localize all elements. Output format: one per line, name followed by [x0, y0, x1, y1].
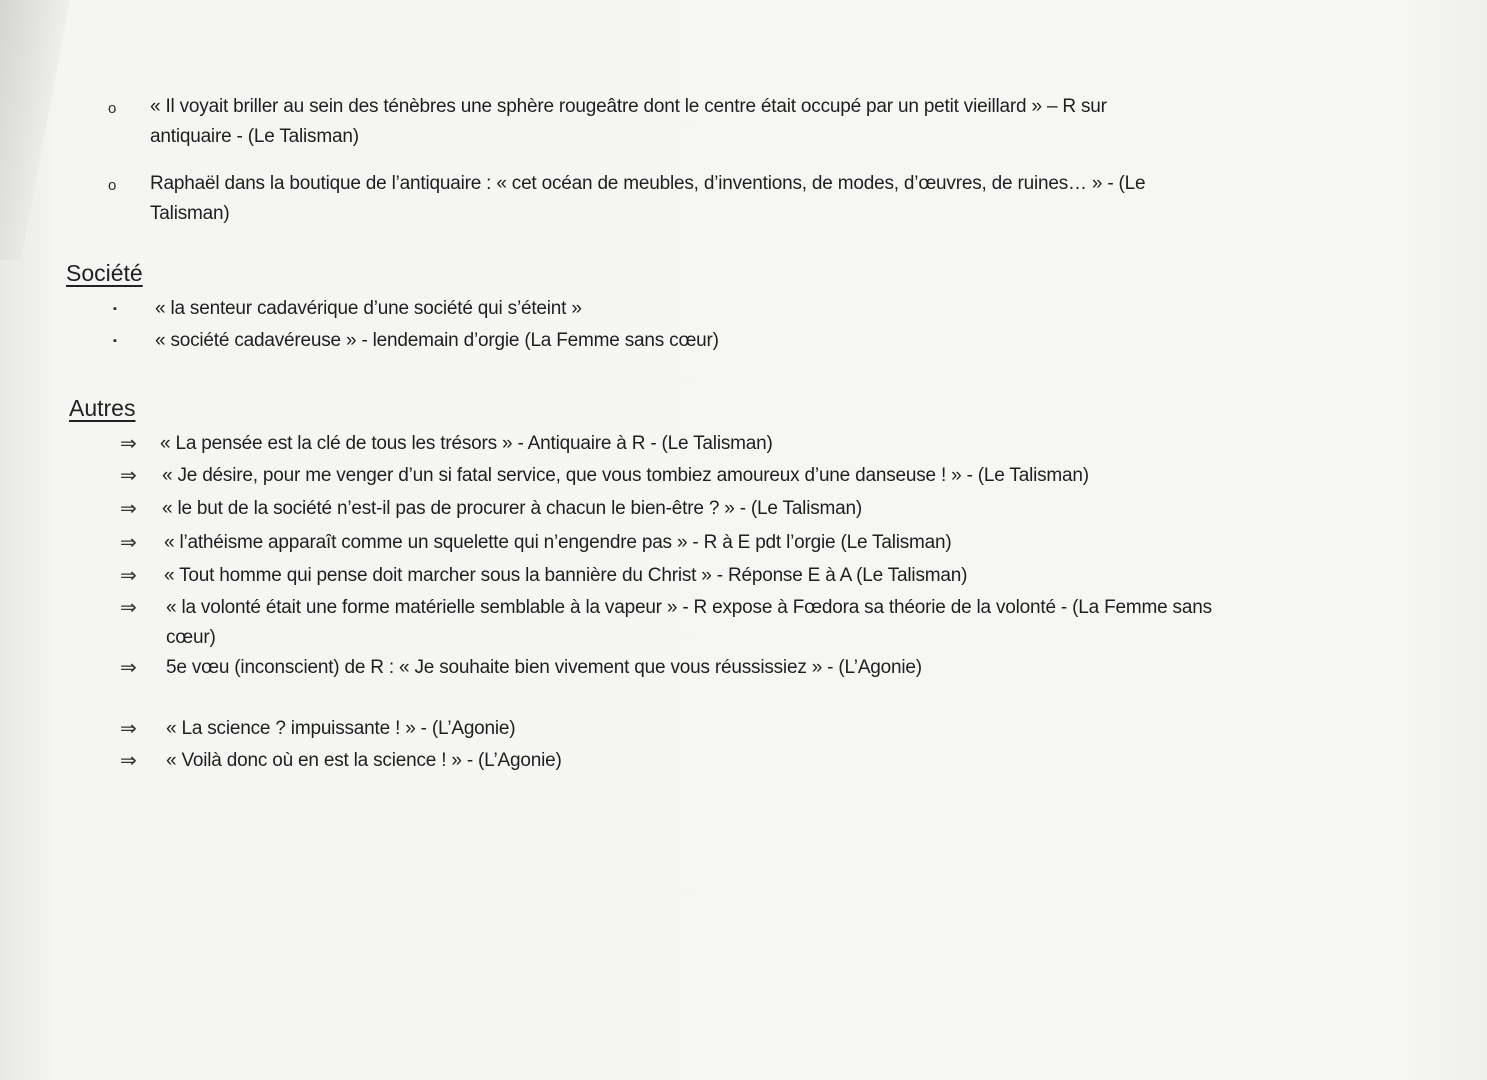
list-item [150, 92, 1107, 152]
list-item [166, 746, 562, 776]
section-heading-societe: Société [66, 260, 143, 286]
double-arrow-icon: ⇒ [120, 433, 137, 455]
quote-line-continued: cœur) [166, 627, 216, 648]
double-arrow-icon: ⇒ [120, 532, 137, 554]
double-arrow-icon: ⇒ [120, 750, 137, 772]
double-arrow-icon: ⇒ [120, 657, 137, 679]
list-item [162, 461, 1089, 491]
quote-line: « Tout homme qui pense doit marcher sous la bannière du Christ » - Réponse E à A (Le Talisman) [164, 565, 968, 586]
quote-line: « société cadavéreuse » - lendemain d’orgie (La Femme sans cœur) [155, 330, 719, 351]
list-item [155, 326, 719, 356]
quote-line: « la volonté était une forme matérielle semblable à la vapeur » - R expose à Fœdora sa théorie de la volonté - (La Femme sans [166, 597, 1212, 618]
quote-line: « l’athéisme apparaît comme un squelette qui n’engendre pas » - R à E pdt l’orgie (Le Talisman) [164, 532, 952, 553]
list-item [155, 294, 582, 324]
quote-line: « la senteur cadavérique d’une société qui s’éteint » [155, 298, 582, 319]
list-item [164, 561, 967, 591]
page-fold-shadow [0, 0, 70, 260]
quote-line: « Voilà donc où en est la science ! » - (L’Agonie) [166, 750, 562, 771]
quote-line: « La science ? impuissante ! » - (L’Agonie) [166, 718, 516, 739]
circle-bullet-icon: o [108, 100, 117, 117]
double-arrow-icon: ⇒ [120, 565, 137, 587]
double-arrow-icon: ⇒ [120, 465, 137, 487]
list-item [166, 593, 1212, 653]
double-arrow-icon: ⇒ [120, 498, 137, 520]
double-arrow-icon: ⇒ [120, 718, 137, 740]
list-item [164, 528, 952, 558]
quote-line: Raphaël dans la boutique de l’antiquaire : « cet océan de meubles, d’inventions, de modes, d’œuvres, de ruines… » - (Le [150, 173, 1146, 194]
double-arrow-icon: ⇒ [120, 597, 137, 619]
list-item [160, 429, 773, 459]
section-heading-autres: Autres [69, 395, 136, 421]
quote-line: « Je désire, pour me venger d’un si fatal service, que vous tombiez amoureux d’une danseuse ! » - (Le Talisman) [162, 465, 1089, 486]
list-item [150, 169, 1145, 229]
quote-line: « le but de la société n’est-il pas de procurer à chacun le bien-être ? » - (Le Talisman) [162, 498, 863, 519]
list-item [166, 653, 922, 683]
list-item [162, 494, 862, 524]
quote-line-continued: Talisman) [150, 203, 230, 224]
quote-line: « La pensée est la clé de tous les trésors » - Antiquaire à R - (Le Talisman) [160, 433, 773, 454]
square-bullet-icon: ▪ [113, 303, 117, 315]
quote-line: « Il voyait briller au sein des ténèbres une sphère rougeâtre dont le centre était occupé par un petit vieillard » – R sur [150, 96, 1107, 117]
circle-bullet-icon: o [108, 177, 117, 194]
square-bullet-icon: ▪ [113, 335, 117, 347]
list-item [166, 714, 515, 744]
quote-line-continued: antiquaire - (Le Talisman) [150, 126, 359, 147]
quote-line: 5e vœu (inconscient) de R : « Je souhaite bien vivement que vous réussissiez » - (L’Agonie) [166, 657, 922, 678]
